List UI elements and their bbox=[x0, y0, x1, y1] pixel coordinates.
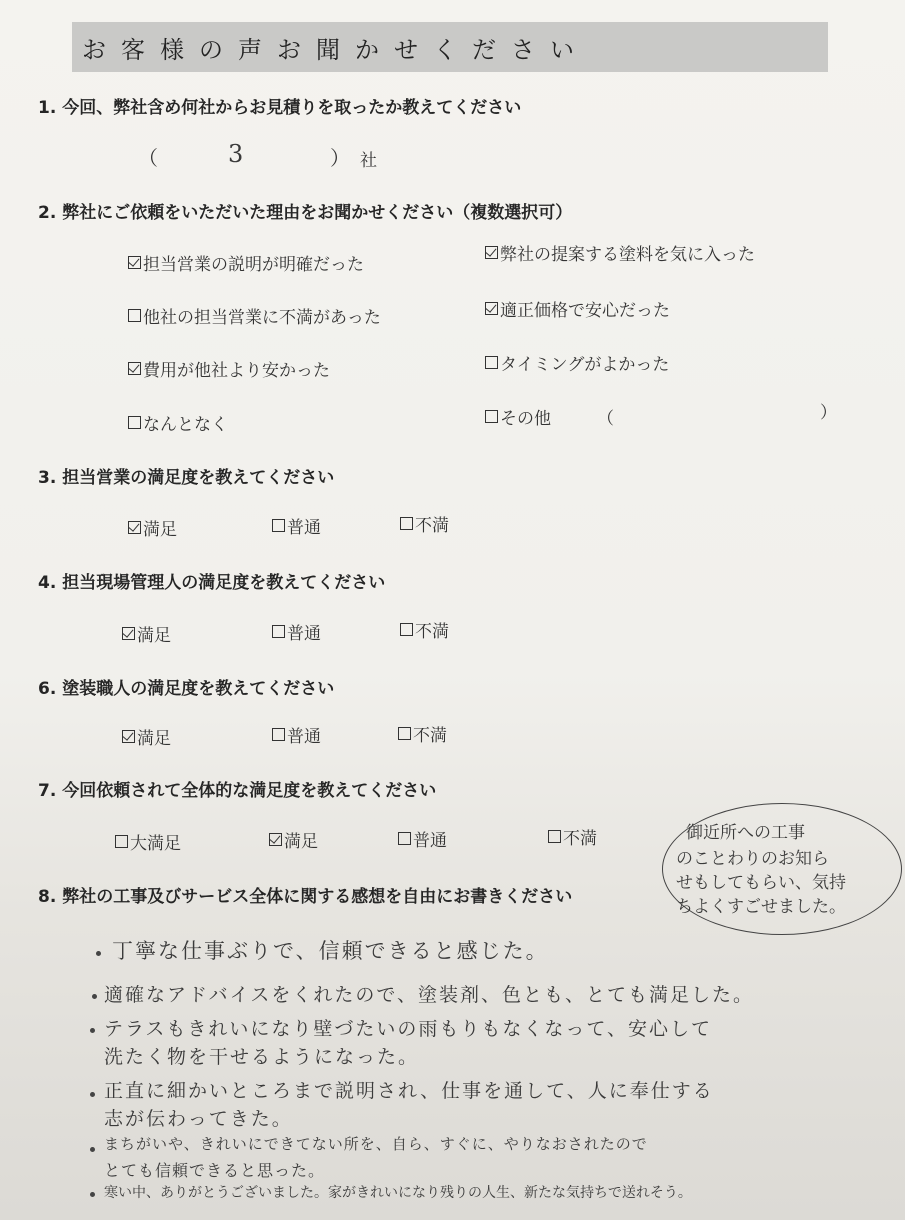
comment-line: 寒い中、ありがとうございました。家がきれいになり残りの人生、新たな気持ちで送れそう。 bbox=[104, 1185, 692, 1201]
bullet-icon bbox=[90, 1147, 95, 1152]
q7-option-2[interactable]: 満足 bbox=[269, 827, 318, 852]
q2-option-4[interactable]: 適正価格で安心だった bbox=[485, 296, 670, 321]
q3-option-2[interactable]: 普通 bbox=[272, 513, 321, 538]
checkbox-icon[interactable] bbox=[398, 727, 411, 740]
comment-line: テラスもきれいになり壁づたいの雨もりもなくなって、安心して bbox=[104, 1018, 713, 1040]
q6-option-3[interactable]: 不満 bbox=[398, 721, 447, 746]
q4-option-3[interactable]: 不満 bbox=[400, 617, 449, 642]
bubble-line: ちよくすごせました。 bbox=[676, 897, 846, 917]
question-4-label: 4. 担当現場管理人の満足度を教えてください bbox=[38, 573, 386, 593]
q2-option-6[interactable]: タイミングがよかった bbox=[485, 350, 669, 375]
question-7-label: 7. 今回依頼されて全体的な満足度を教えてください bbox=[38, 781, 437, 801]
checkbox-icon[interactable] bbox=[398, 832, 411, 845]
q2-other-open-paren: （ bbox=[597, 409, 614, 429]
bullet-icon bbox=[90, 1192, 95, 1197]
q1-answer: 3 bbox=[228, 140, 246, 168]
bullet-icon bbox=[96, 951, 101, 956]
q2-other-close-paren: ） bbox=[820, 403, 837, 423]
checkbox-checked-icon[interactable] bbox=[122, 627, 135, 640]
comment-line: 志が伝わってきた。 bbox=[104, 1108, 293, 1130]
comment-line: 丁寧な仕事ぶりで、信頼できると感じた。 bbox=[112, 939, 549, 963]
checkbox-icon[interactable] bbox=[485, 410, 498, 423]
bubble-line: のことわりのお知ら bbox=[676, 849, 829, 869]
checkbox-icon[interactable] bbox=[400, 623, 413, 636]
q2-option-2[interactable]: 弊社の提案する塗料を気に入った bbox=[485, 240, 755, 265]
q2-option-3[interactable]: 他社の担当営業に不満があった bbox=[128, 303, 381, 328]
checkbox-icon[interactable] bbox=[400, 517, 413, 530]
q6-option-2[interactable]: 普通 bbox=[272, 722, 321, 747]
question-8-label: 8. 弊社の工事及びサービス全体に関する感想を自由にお書きください bbox=[38, 887, 573, 907]
q6-option-1[interactable]: 満足 bbox=[122, 724, 171, 749]
question-2-label: 2. 弊社にご依頼をいただいた理由をお聞かせください（複数選択可） bbox=[38, 203, 573, 223]
bullet-icon bbox=[90, 1028, 95, 1033]
checkbox-icon[interactable] bbox=[128, 416, 141, 429]
checkbox-checked-icon[interactable] bbox=[128, 521, 141, 534]
q2-option-5[interactable]: 費用が他社より安かった bbox=[128, 356, 330, 381]
q7-option-4[interactable]: 不満 bbox=[548, 824, 597, 849]
q3-option-3[interactable]: 不満 bbox=[400, 511, 449, 536]
q4-option-2[interactable]: 普通 bbox=[272, 619, 321, 644]
comment-line: 適確なアドバイスをくれたので、塗装剤、色とも、とても満足した。 bbox=[104, 984, 755, 1006]
page-title: お客様の声お聞かせください bbox=[82, 35, 589, 64]
checkbox-checked-icon[interactable] bbox=[485, 246, 498, 259]
bubble-line: せもしてもらい、気持 bbox=[676, 873, 846, 893]
comment-line: とても信頼できると思った。 bbox=[104, 1161, 326, 1180]
question-6-label: 6. 塗装職人の満足度を教えてください bbox=[38, 679, 335, 699]
checkbox-icon[interactable] bbox=[272, 519, 285, 532]
q7-option-1[interactable]: 大満足 bbox=[115, 829, 181, 854]
checkbox-checked-icon[interactable] bbox=[269, 833, 282, 846]
q7-option-3[interactable]: 普通 bbox=[398, 826, 447, 851]
q2-option-1[interactable]: 担当営業の説明が明確だった bbox=[128, 250, 364, 275]
checkbox-checked-icon[interactable] bbox=[485, 302, 498, 315]
q2-option-8[interactable]: その他 bbox=[485, 404, 551, 429]
bullet-icon bbox=[92, 994, 97, 999]
bullet-icon bbox=[90, 1092, 95, 1097]
checkbox-icon[interactable] bbox=[548, 830, 561, 843]
q1-close-paren: ） bbox=[330, 146, 350, 170]
comment-line: 洗たく物を干せるようになった。 bbox=[104, 1046, 420, 1068]
question-1-label: 1. 今回、弊社含め何社からお見積りを取ったか教えてください bbox=[38, 98, 522, 118]
q3-option-1[interactable]: 満足 bbox=[128, 515, 177, 540]
checkbox-icon[interactable] bbox=[272, 625, 285, 638]
checkbox-icon[interactable] bbox=[485, 356, 498, 369]
checkbox-checked-icon[interactable] bbox=[128, 362, 141, 375]
title-bar bbox=[72, 22, 828, 72]
bubble-line: 御近所への工事 bbox=[686, 823, 805, 843]
comment-line: まちがいや、きれいにできてない所を、自ら、すぐに、やりなおされたので bbox=[104, 1135, 648, 1153]
q1-unit: 社 bbox=[360, 151, 377, 171]
checkbox-checked-icon[interactable] bbox=[122, 730, 135, 743]
checkbox-icon[interactable] bbox=[128, 309, 141, 322]
checkbox-checked-icon[interactable] bbox=[128, 256, 141, 269]
q2-option-7[interactable]: なんとなく bbox=[128, 410, 228, 435]
checkbox-icon[interactable] bbox=[272, 728, 285, 741]
q1-open-paren: （ bbox=[138, 146, 158, 170]
checkbox-icon[interactable] bbox=[115, 835, 128, 848]
comment-line: 正直に細かいところまで説明され、仕事を通して、人に奉仕する bbox=[104, 1080, 714, 1102]
q4-option-1[interactable]: 満足 bbox=[122, 621, 171, 646]
question-3-label: 3. 担当営業の満足度を教えてください bbox=[38, 468, 335, 488]
